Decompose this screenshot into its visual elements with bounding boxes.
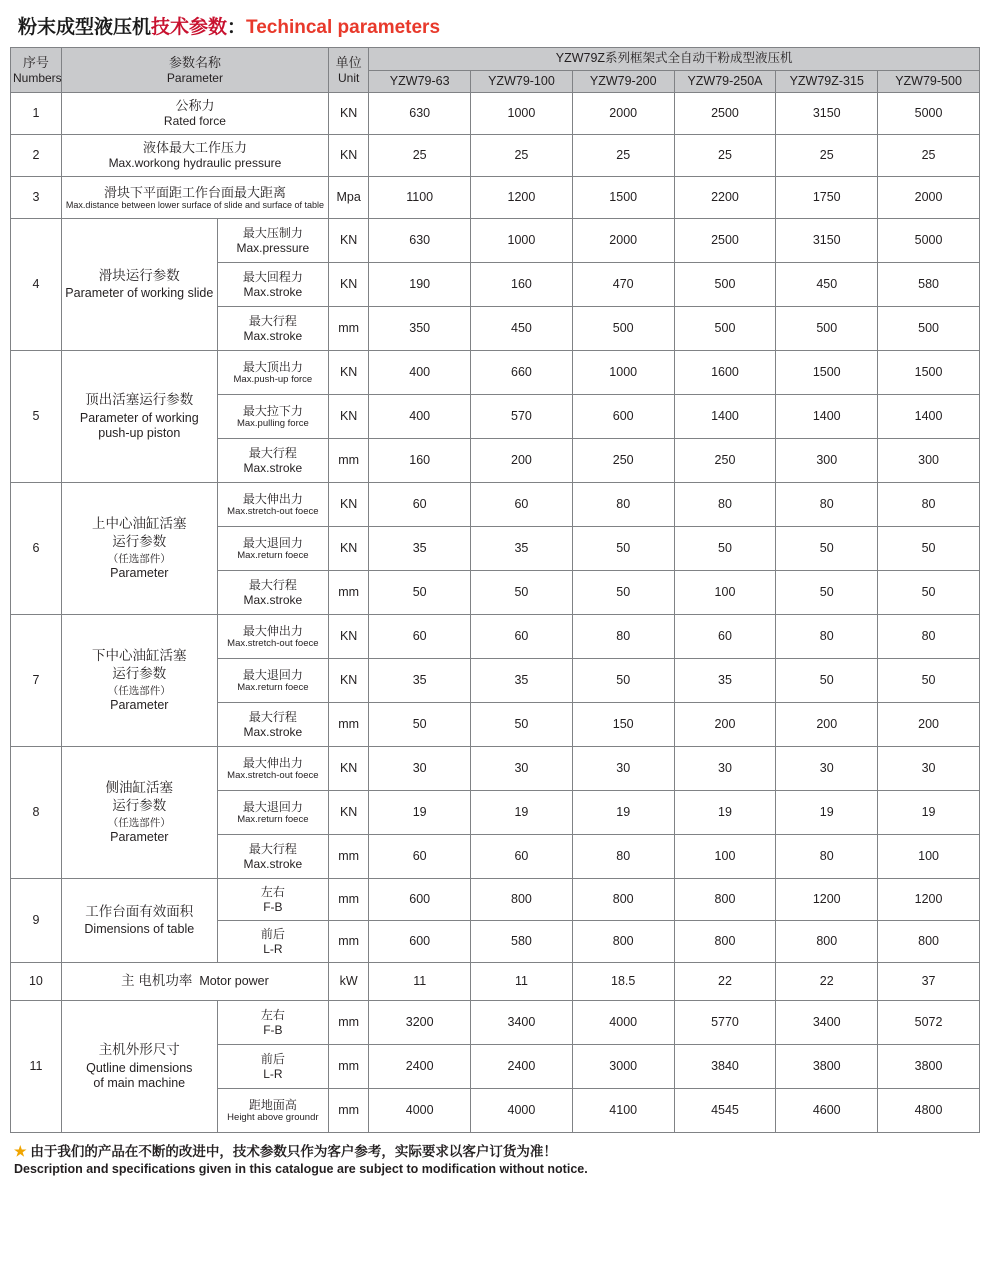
cell-value: 30 xyxy=(878,747,980,791)
cell-value: 25 xyxy=(471,135,573,177)
row-unit: KN xyxy=(329,483,369,527)
cell-value: 2400 xyxy=(471,1045,573,1089)
cell-value: 350 xyxy=(369,307,471,351)
cell-value: 300 xyxy=(776,439,878,483)
cell-value: 5072 xyxy=(878,1001,980,1045)
cell-value: 500 xyxy=(776,307,878,351)
cell-value: 1600 xyxy=(674,351,776,395)
row-subparameter: 最大行程 Max.stroke xyxy=(217,835,328,879)
cell-value: 150 xyxy=(572,703,674,747)
row-subparameter: 左右 F-B xyxy=(217,879,328,921)
cell-value: 50 xyxy=(878,659,980,703)
cell-value: 630 xyxy=(369,219,471,263)
cell-value: 4000 xyxy=(471,1089,573,1133)
cell-value: 60 xyxy=(471,835,573,879)
cell-value: 200 xyxy=(674,703,776,747)
cell-value: 2500 xyxy=(674,93,776,135)
cell-value: 80 xyxy=(878,615,980,659)
cell-value: 37 xyxy=(878,963,980,1001)
cell-value: 50 xyxy=(572,527,674,571)
cell-value: 1500 xyxy=(878,351,980,395)
header-numbers-cn: 序号 xyxy=(22,54,49,70)
table-row xyxy=(11,483,980,527)
cell-value: 30 xyxy=(572,747,674,791)
row-subparameter: 最大行程 Max.stroke xyxy=(217,571,328,615)
row-number: 6 xyxy=(11,483,62,615)
cell-value: 600 xyxy=(369,879,471,921)
row-parameter-group: 上中心油缸活塞 运行参数 （任选部件） Parameter xyxy=(61,483,217,615)
cell-value: 19 xyxy=(369,791,471,835)
header-model-5: YZW79-500 xyxy=(878,70,980,93)
cell-value: 2200 xyxy=(674,177,776,219)
header-parameter-cn: 参数名称 xyxy=(168,54,221,70)
cell-value: 1400 xyxy=(776,395,878,439)
cell-value: 630 xyxy=(369,93,471,135)
cell-value: 35 xyxy=(369,659,471,703)
title-cn-red: 技术参数 xyxy=(151,17,228,38)
row-subparameter: 前后 L-R xyxy=(217,1045,328,1089)
row-unit: KN xyxy=(329,351,369,395)
row-subparameter: 最大压制力 Max.pressure xyxy=(217,219,328,263)
row-number: 11 xyxy=(11,1001,62,1133)
row-number: 10 xyxy=(11,963,62,1001)
cell-value: 200 xyxy=(878,703,980,747)
cell-value: 2000 xyxy=(878,177,980,219)
cell-value: 50 xyxy=(572,659,674,703)
table-row xyxy=(11,1001,980,1045)
cell-value: 1200 xyxy=(776,879,878,921)
row-parameter-group: 顶出活塞运行参数 Parameter of working push-up piston xyxy=(61,351,217,483)
cell-value: 60 xyxy=(674,615,776,659)
header-numbers-en: Numbers xyxy=(13,70,62,85)
header-numbers xyxy=(11,48,62,93)
row-unit: mm xyxy=(329,835,369,879)
cell-value: 80 xyxy=(776,835,878,879)
cell-value: 11 xyxy=(471,963,573,1001)
cell-value: 1400 xyxy=(878,395,980,439)
cell-value: 2000 xyxy=(572,93,674,135)
cell-value: 3150 xyxy=(776,219,878,263)
cell-value: 30 xyxy=(776,747,878,791)
table-row xyxy=(11,93,980,135)
row-parameter xyxy=(61,177,328,219)
cell-value: 2000 xyxy=(572,219,674,263)
cell-value: 35 xyxy=(471,659,573,703)
header-unit xyxy=(329,48,369,93)
cell-value: 60 xyxy=(369,483,471,527)
cell-value: 50 xyxy=(369,703,471,747)
cell-value: 500 xyxy=(674,263,776,307)
header-unit-en: Unit xyxy=(337,70,360,85)
row-subparameter: 最大伸出力 Max.stretch-out foece xyxy=(217,615,328,659)
header-unit-cn: 单位 xyxy=(335,54,362,70)
cell-value: 100 xyxy=(674,835,776,879)
row-number: 4 xyxy=(11,219,62,351)
cell-value: 600 xyxy=(369,921,471,963)
header-model-2: YZW79-200 xyxy=(572,70,674,93)
row-number: 5 xyxy=(11,351,62,483)
row-unit: KN xyxy=(329,219,369,263)
row-parameter-group: 主机外形尺寸 Qutline dimensions of main machine xyxy=(61,1001,217,1133)
title-en-red: Techincal parameters xyxy=(246,17,441,38)
row-number: 2 xyxy=(11,135,62,177)
cell-value: 30 xyxy=(471,747,573,791)
row-unit: mm xyxy=(329,439,369,483)
row-unit: mm xyxy=(329,879,369,921)
cell-value: 5000 xyxy=(878,93,980,135)
cell-value: 3150 xyxy=(776,93,878,135)
cell-value: 200 xyxy=(471,439,573,483)
cell-value: 2400 xyxy=(369,1045,471,1089)
cell-value: 470 xyxy=(572,263,674,307)
row-unit: KN xyxy=(329,135,369,177)
cell-value: 50 xyxy=(471,703,573,747)
row-subparameter: 最大伸出力 Max.stretch-out foece xyxy=(217,483,328,527)
cell-value: 160 xyxy=(471,263,573,307)
header-model-4: YZW79Z-315 xyxy=(776,70,878,93)
cell-value: 30 xyxy=(369,747,471,791)
row-number: 3 xyxy=(11,177,62,219)
cell-value: 3800 xyxy=(776,1045,878,1089)
table-row xyxy=(11,747,980,791)
cell-value: 80 xyxy=(572,483,674,527)
cell-value: 800 xyxy=(572,879,674,921)
footer-line2: Description and specifications given in this catalogue are subject to modification without notice. xyxy=(14,1162,588,1177)
cell-value: 4100 xyxy=(572,1089,674,1133)
cell-value: 4800 xyxy=(878,1089,980,1133)
header-parameter-en: Parameter xyxy=(166,70,223,85)
title-cn-black: 粉末成型液压机 xyxy=(18,17,152,38)
cell-value: 25 xyxy=(776,135,878,177)
star-icon: ★ xyxy=(14,1143,27,1160)
cell-value: 800 xyxy=(572,921,674,963)
cell-value: 400 xyxy=(369,351,471,395)
row-unit: KN xyxy=(329,747,369,791)
row-number: 9 xyxy=(11,879,62,963)
cell-value: 250 xyxy=(572,439,674,483)
row-parameter-en: Rated force xyxy=(163,114,226,129)
cell-value: 1400 xyxy=(674,395,776,439)
cell-value: 35 xyxy=(471,527,573,571)
row-unit: KN xyxy=(329,791,369,835)
cell-value: 450 xyxy=(471,307,573,351)
row-subparameter: 前后 L-R xyxy=(217,921,328,963)
row-subparameter: 最大行程 Max.stroke xyxy=(217,439,328,483)
footer-line1-text: 由于我们的产品在不断的改进中，技术参数只作为客户参考，实际要求以客户订货为准！ xyxy=(30,1144,557,1160)
cell-value: 4000 xyxy=(572,1001,674,1045)
cell-value: 800 xyxy=(776,921,878,963)
cell-value: 160 xyxy=(369,439,471,483)
cell-value: 19 xyxy=(878,791,980,835)
row-parameter-group: 侧油缸活塞 运行参数 （任选部件） Parameter xyxy=(61,747,217,879)
row-parameter-en: Max.distance between lower surface of slide and surface of table xyxy=(65,199,325,210)
row-unit: kW xyxy=(329,963,369,1001)
cell-value: 5000 xyxy=(878,219,980,263)
cell-value: 50 xyxy=(776,571,878,615)
row-subparameter: 最大回程力 Max.stroke xyxy=(217,263,328,307)
cell-value: 35 xyxy=(674,659,776,703)
row-unit: KN xyxy=(329,395,369,439)
cell-value: 800 xyxy=(674,921,776,963)
footer-note xyxy=(10,1140,980,1176)
cell-value: 60 xyxy=(471,483,573,527)
cell-value: 50 xyxy=(878,571,980,615)
table-row xyxy=(11,219,980,263)
cell-value: 1000 xyxy=(471,93,573,135)
cell-value: 250 xyxy=(674,439,776,483)
cell-value: 660 xyxy=(471,351,573,395)
row-subparameter: 最大行程 Max.stroke xyxy=(217,307,328,351)
row-unit: KN xyxy=(329,659,369,703)
cell-value: 1000 xyxy=(572,351,674,395)
row-subparameter: 最大拉下力 Max.pulling force xyxy=(217,395,328,439)
row-parameter-cn: 公称力 xyxy=(175,98,215,114)
row-number: 1 xyxy=(11,93,62,135)
cell-value: 30 xyxy=(674,747,776,791)
row-subparameter: 最大行程 Max.stroke xyxy=(217,703,328,747)
row-unit: mm xyxy=(329,1001,369,1045)
cell-value: 100 xyxy=(674,571,776,615)
table-header-row xyxy=(11,48,980,71)
cell-value: 600 xyxy=(572,395,674,439)
cell-value: 800 xyxy=(878,921,980,963)
row-unit: mm xyxy=(329,307,369,351)
row-parameter-group: 工作台面有效面积 Dimensions of table xyxy=(61,879,217,963)
cell-value: 1100 xyxy=(369,177,471,219)
cell-value: 500 xyxy=(572,307,674,351)
cell-value: 100 xyxy=(878,835,980,879)
row-parameter xyxy=(61,93,328,135)
cell-value: 80 xyxy=(776,483,878,527)
header-series-title: YZW79Z系列框架式全自动干粉成型液压机 xyxy=(369,48,980,71)
cell-value: 25 xyxy=(572,135,674,177)
row-parameter-en: Max.workong hydraulic pressure xyxy=(108,156,282,171)
row-parameter xyxy=(61,135,328,177)
footer-line1 xyxy=(14,1140,976,1160)
row-subparameter: 最大伸出力 Max.stretch-out foece xyxy=(217,747,328,791)
cell-value: 450 xyxy=(776,263,878,307)
row-unit: KN xyxy=(329,93,369,135)
row-subparameter: 最大退回力 Max.return foece xyxy=(217,527,328,571)
cell-value: 3400 xyxy=(471,1001,573,1045)
cell-value: 22 xyxy=(776,963,878,1001)
cell-value: 3800 xyxy=(878,1045,980,1089)
cell-value: 50 xyxy=(776,527,878,571)
row-subparameter: 最大退回力 Max.return foece xyxy=(217,659,328,703)
cell-value: 19 xyxy=(776,791,878,835)
cell-value: 22 xyxy=(674,963,776,1001)
cell-value: 50 xyxy=(471,571,573,615)
row-unit: mm xyxy=(329,1045,369,1089)
cell-value: 3000 xyxy=(572,1045,674,1089)
table-row xyxy=(11,615,980,659)
cell-value: 19 xyxy=(674,791,776,835)
cell-value: 570 xyxy=(471,395,573,439)
header-model-3: YZW79-250A xyxy=(674,70,776,93)
cell-value: 580 xyxy=(878,263,980,307)
cell-value: 25 xyxy=(674,135,776,177)
cell-value: 500 xyxy=(674,307,776,351)
cell-value: 400 xyxy=(369,395,471,439)
row-parameter-group: 下中心油缸活塞 运行参数 （任选部件） Parameter xyxy=(61,615,217,747)
cell-value: 80 xyxy=(776,615,878,659)
row-number: 8 xyxy=(11,747,62,879)
row-unit: mm xyxy=(329,921,369,963)
cell-value: 50 xyxy=(572,571,674,615)
row-subparameter: 最大退回力 Max.return foece xyxy=(217,791,328,835)
row-unit: mm xyxy=(329,571,369,615)
cell-value: 500 xyxy=(878,307,980,351)
table-row xyxy=(11,177,980,219)
cell-value: 1000 xyxy=(471,219,573,263)
cell-value: 25 xyxy=(369,135,471,177)
cell-value: 5770 xyxy=(674,1001,776,1045)
header-parameter xyxy=(61,48,328,93)
row-unit: mm xyxy=(329,703,369,747)
title-colon: ： xyxy=(227,17,247,38)
cell-value: 35 xyxy=(369,527,471,571)
row-number: 7 xyxy=(11,615,62,747)
cell-value: 4600 xyxy=(776,1089,878,1133)
cell-value: 3200 xyxy=(369,1001,471,1045)
row-parameter: 主 电机功率 Motor power xyxy=(61,963,328,1001)
specifications-table xyxy=(10,47,980,1133)
cell-value: 1500 xyxy=(572,177,674,219)
cell-value: 4545 xyxy=(674,1089,776,1133)
cell-value: 80 xyxy=(572,615,674,659)
cell-value: 580 xyxy=(471,921,573,963)
cell-value: 80 xyxy=(674,483,776,527)
row-subparameter: 距地面高 Height above groundr xyxy=(217,1089,328,1133)
cell-value: 60 xyxy=(369,835,471,879)
cell-value: 1750 xyxy=(776,177,878,219)
cell-value: 300 xyxy=(878,439,980,483)
cell-value: 60 xyxy=(471,615,573,659)
cell-value: 190 xyxy=(369,263,471,307)
cell-value: 50 xyxy=(674,527,776,571)
header-model-0: YZW79-63 xyxy=(369,70,471,93)
cell-value: 800 xyxy=(471,879,573,921)
row-unit: Mpa xyxy=(329,177,369,219)
row-parameter-cn: 滑块下平面距工作台面最大距离 xyxy=(103,184,286,200)
cell-value: 60 xyxy=(369,615,471,659)
cell-value: 80 xyxy=(572,835,674,879)
cell-value: 3400 xyxy=(776,1001,878,1045)
table-row xyxy=(11,879,980,921)
row-subparameter: 最大顶出力 Max.push-up force xyxy=(217,351,328,395)
row-unit: KN xyxy=(329,615,369,659)
cell-value: 50 xyxy=(776,659,878,703)
row-unit: KN xyxy=(329,263,369,307)
cell-value: 1200 xyxy=(878,879,980,921)
row-parameter-group: 滑块运行参数 Parameter of working slide xyxy=(61,219,217,351)
page-title xyxy=(10,6,980,47)
cell-value: 18.5 xyxy=(572,963,674,1001)
cell-value: 1200 xyxy=(471,177,573,219)
cell-value: 25 xyxy=(878,135,980,177)
cell-value: 1500 xyxy=(776,351,878,395)
header-model-1: YZW79-100 xyxy=(471,70,573,93)
cell-value: 50 xyxy=(369,571,471,615)
table-row xyxy=(11,963,980,1001)
cell-value: 2500 xyxy=(674,219,776,263)
row-parameter-cn: 液体最大工作压力 xyxy=(142,140,247,156)
table-row xyxy=(11,135,980,177)
cell-value: 80 xyxy=(878,483,980,527)
cell-value: 4000 xyxy=(369,1089,471,1133)
row-unit: mm xyxy=(329,1089,369,1133)
row-unit: KN xyxy=(329,527,369,571)
cell-value: 200 xyxy=(776,703,878,747)
cell-value: 19 xyxy=(471,791,573,835)
cell-value: 11 xyxy=(369,963,471,1001)
cell-value: 3840 xyxy=(674,1045,776,1089)
table-row xyxy=(11,351,980,395)
cell-value: 19 xyxy=(572,791,674,835)
row-subparameter: 左右 F-B xyxy=(217,1001,328,1045)
cell-value: 800 xyxy=(674,879,776,921)
cell-value: 50 xyxy=(878,527,980,571)
